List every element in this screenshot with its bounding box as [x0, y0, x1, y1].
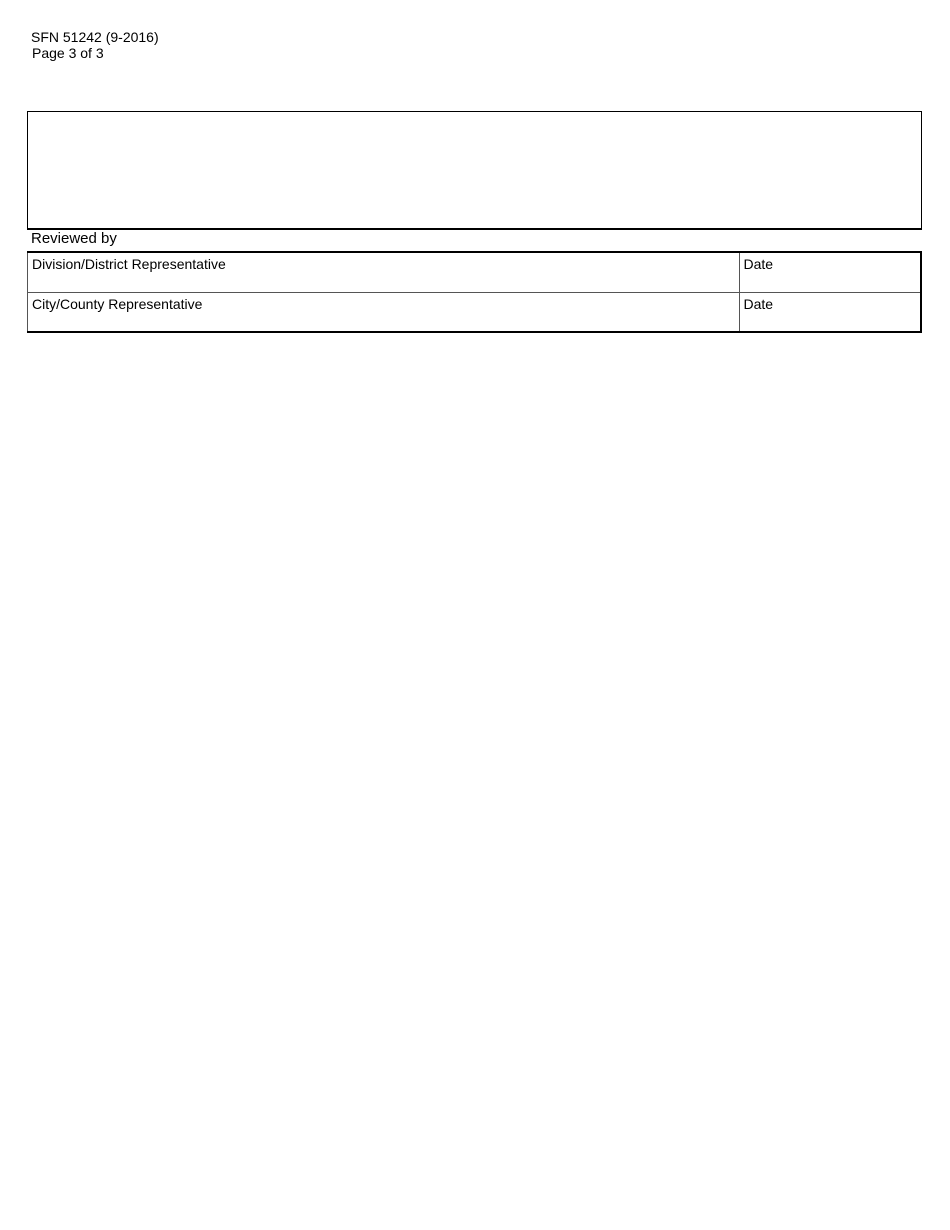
field-label: Division/District Representative	[32, 256, 226, 272]
form-id: SFN 51242 (9-2016)	[31, 29, 159, 45]
city-county-representative-field[interactable]	[28, 292, 740, 332]
table-row	[28, 252, 922, 292]
field-label: Date	[743, 295, 774, 312]
table-row	[28, 292, 922, 332]
reviewed-by-label: Reviewed by	[31, 230, 117, 247]
field-label: City/County Representative	[32, 295, 203, 312]
field-label: Date	[743, 256, 774, 272]
division-date-field[interactable]	[739, 252, 921, 292]
city-county-date-field[interactable]	[739, 292, 921, 332]
page-number: Page 3 of 3	[32, 45, 104, 61]
review-table	[27, 251, 922, 333]
comments-field[interactable]	[27, 111, 922, 230]
division-representative-field[interactable]	[28, 252, 740, 292]
